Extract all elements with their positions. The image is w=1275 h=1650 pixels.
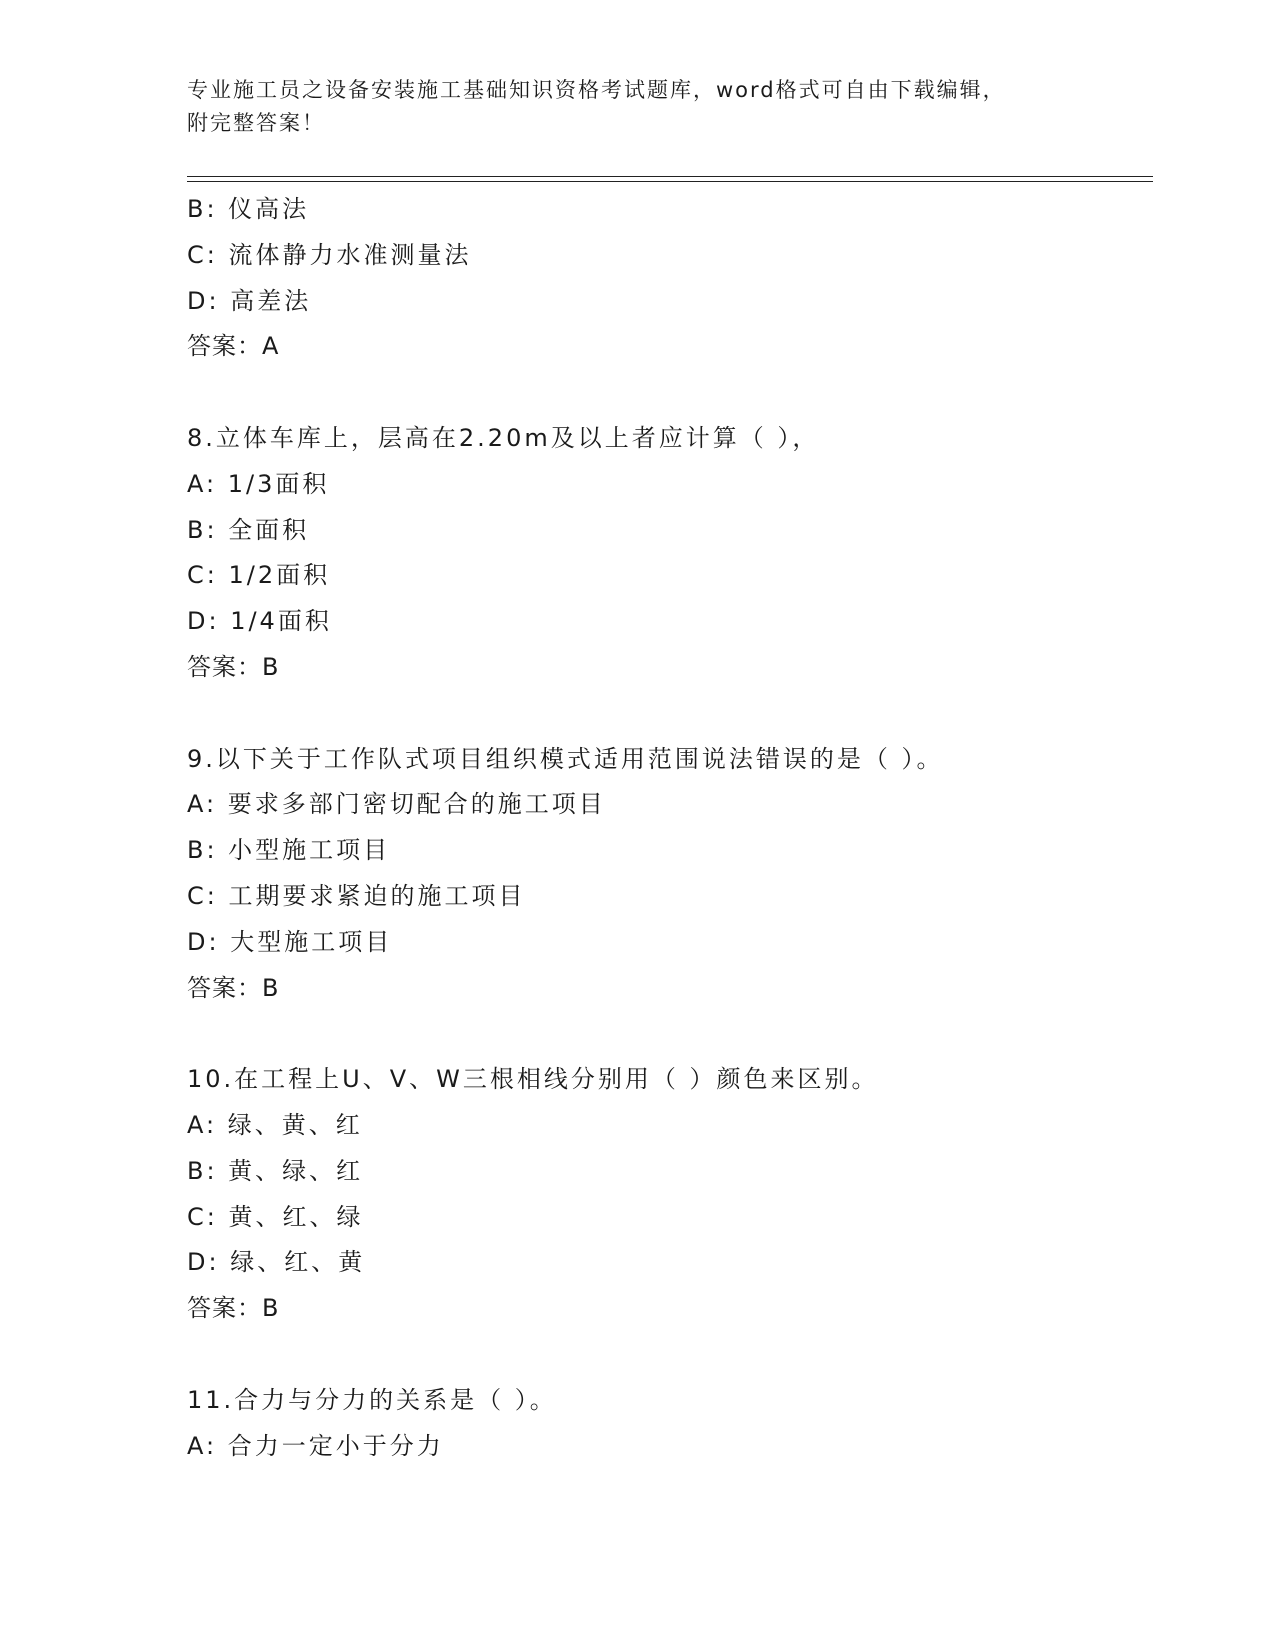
question-text: 9.以下关于工作队式项目组织模式适用范围说法错误的是（ ）。 <box>187 744 944 773</box>
option-b: B: 小型施工项目 <box>187 836 391 865</box>
option-d: D: 1/4面积 <box>187 607 332 636</box>
question-block-9 <box>187 737 1147 1012</box>
block-spacer <box>187 691 1147 737</box>
option-b: B: 黄、绿、红 <box>187 1156 364 1185</box>
document-header <box>187 74 1067 140</box>
option-b: B: 全面积 <box>187 515 310 544</box>
block-spacer <box>187 1332 1147 1378</box>
answer-line: 答案：B <box>187 1294 280 1323</box>
answer-line: 答案：B <box>187 973 280 1002</box>
question-text: 11.合力与分力的关系是（ ）。 <box>187 1385 557 1414</box>
option-a: A: 绿、黄、红 <box>187 1110 363 1139</box>
question-block-11 <box>187 1378 1147 1470</box>
question-text: 8.立体车库上，层高在2.20m及以上者应计算（ ）， <box>187 423 820 452</box>
option-c: C: 黄、红、绿 <box>187 1202 364 1231</box>
answer-line: 答案：A <box>187 332 280 361</box>
block-spacer <box>187 1011 1147 1057</box>
question-text: 10.在工程上U、V、W三根相线分别用（ ）颜色来区别。 <box>187 1065 879 1094</box>
header-divider-bottom <box>187 181 1153 182</box>
option-c: C: 1/2面积 <box>187 561 331 590</box>
option-d: D: 大型施工项目 <box>187 927 393 956</box>
question-block-8 <box>187 416 1147 691</box>
question-list <box>187 187 1147 1469</box>
option-a: A: 合力一定小于分力 <box>187 1431 444 1460</box>
option-b: B: 仪高法 <box>187 195 310 223</box>
header-title-line-1: 专业施工员之设备安装施工基础知识资格考试题库，word格式可自由下载编辑， <box>187 78 1006 102</box>
question-block-10 <box>187 1057 1147 1332</box>
block-spacer <box>187 370 1147 416</box>
option-d: D: 高差法 <box>187 286 312 315</box>
option-a: A: 1/3面积 <box>187 469 330 498</box>
header-divider-top <box>187 176 1153 177</box>
option-d: D: 绿、红、黄 <box>187 1248 366 1277</box>
answer-line: 答案：B <box>187 652 280 681</box>
option-c: C: 流体静力水准测量法 <box>187 240 472 269</box>
question-block-7 <box>187 187 1147 370</box>
option-a: A: 要求多部门密切配合的施工项目 <box>187 790 606 819</box>
option-c: C: 工期要求紧迫的施工项目 <box>187 881 526 910</box>
header-title-line-2: 附完整答案！ <box>187 111 325 135</box>
